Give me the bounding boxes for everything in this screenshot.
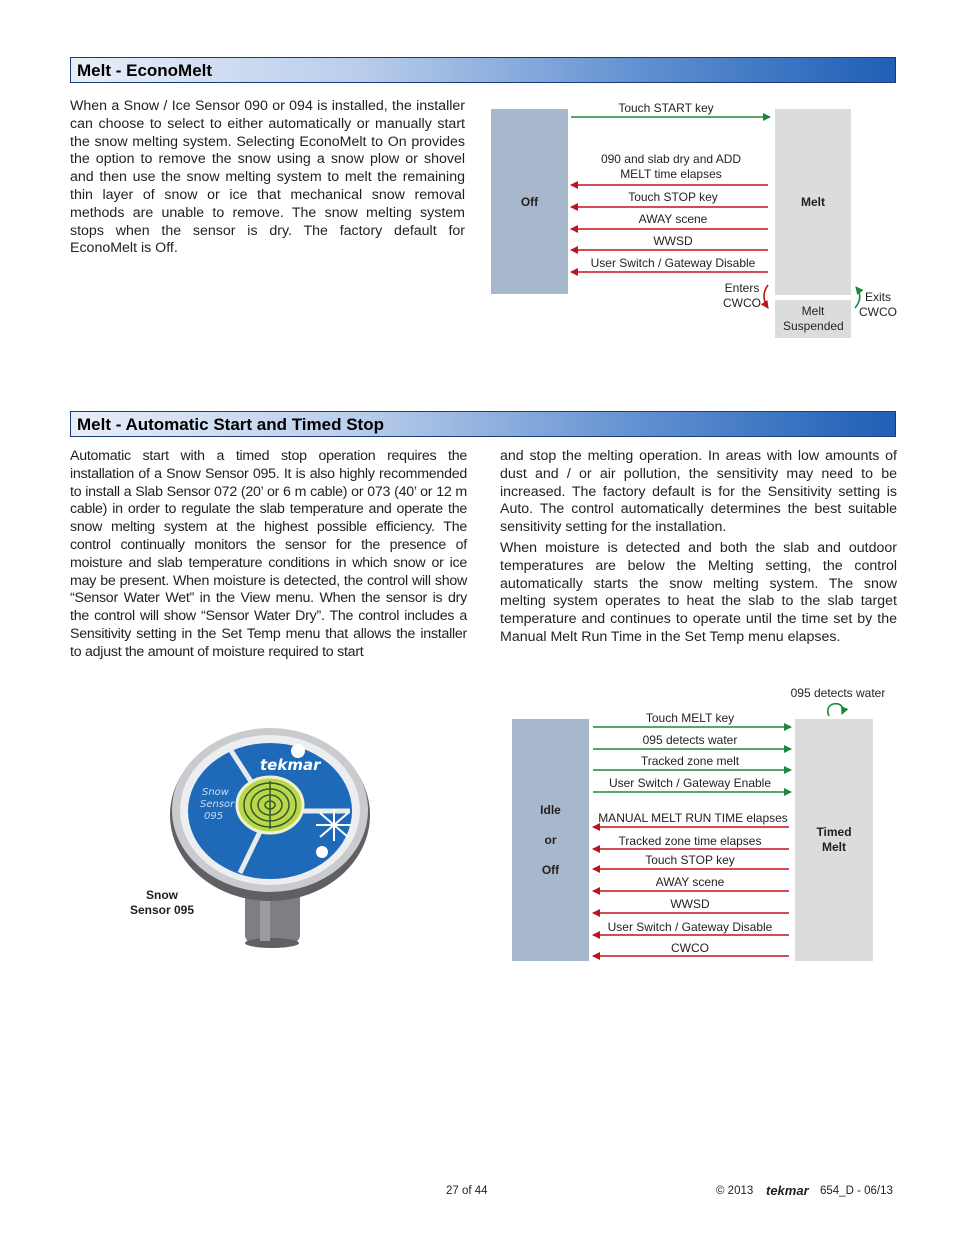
state-melt-label: Melt: [801, 195, 825, 209]
sensor-face-line: Snow: [202, 787, 229, 798]
footer-brand-logo: tekmar: [766, 1183, 809, 1198]
label-exits-cwco: Exits CWCO: [859, 290, 897, 319]
state-or-label: or: [544, 833, 557, 847]
label-away-scene-2: AWAY scene: [655, 875, 725, 889]
sensor-brand: tekmar: [260, 756, 321, 774]
sensor-face-line: Sensor: [200, 799, 235, 810]
label-manual-melt-run-time: MANUAL MELT RUN TIME elapses: [598, 811, 788, 825]
label-cwco: CWCO: [671, 941, 709, 955]
label-tracked-zone-melt: Tracked zone melt: [640, 754, 740, 768]
label-wwsd: WWSD: [653, 234, 693, 248]
label-095-detects: 095 detects water: [642, 733, 738, 747]
label-touch-melt: Touch MELT key: [645, 711, 735, 725]
label-away-scene: AWAY scene: [638, 212, 708, 226]
label-touch-start: Touch START key: [618, 101, 714, 115]
state-off-label: Off: [541, 863, 560, 877]
label-user-switch-disable-2: User Switch / Gateway Disable: [607, 920, 773, 934]
page-number: 27 of 44: [446, 1185, 488, 1197]
section-title: Melt - EconoMelt: [77, 61, 213, 80]
label-user-switch-enable: User Switch / Gateway Enable: [608, 776, 772, 790]
state-idle-label: Idle: [540, 803, 561, 817]
section-title: Melt - Automatic Start and Timed Stop: [77, 415, 384, 434]
label-touch-stop-2: Touch STOP key: [645, 853, 735, 867]
footer-copyright: © 2013: [716, 1185, 754, 1197]
footer-doc-code: 654_D - 06/13: [820, 1185, 893, 1197]
auto-start-paragraph-col1: Automatic start with a timed stop operation requires the installation of a Snow Sensor 095. It is also highly recommended to install a Slab Sensor 072 (20’ or 6 m cable) or 073 (40’ or 12 m cable) in order to regulate the slab temperature and operate the snow melting system at the highest possible efficiency. The control continually monitors the sensor for the presence of moisture and slab temperature conditions in which snow or ice may be present. When moisture is detected, the control will show “Sensor Water Wet” in the View menu. When the sensor is dry the control will show “Sensor Water Dry”. The control includes a Sensitivity setting in the Set Temp menu that allows the installer to adjust the amount of moisture required to start: [70, 448, 467, 660]
state-off-label: Off: [520, 194, 539, 209]
state-timed-melt-label: Timed Melt: [816, 825, 852, 854]
label-touch-stop: Touch STOP key: [628, 190, 718, 204]
loop-arrow: [828, 704, 843, 716]
label-enters-cwco: Enters CWCO: [723, 281, 761, 310]
label-user-switch-disable: User Switch / Gateway Disable: [590, 256, 756, 270]
label-wwsd-2: WWSD: [670, 897, 710, 911]
economelt-paragraph: When a Snow / Ice Sensor 090 or 094 is installed, the installer can choose to select to either automatically or manually start the snow melting system. Selecting EconoMelt to On provides the option to remove the snow using a snow plow or shovel and then use the snow melting system to melt the remaining thin layer of snow or ice that mechanical snow removal methods are unable to remove. The snow melting system stops when the sensor is dry. The factory default for EconoMelt is Off.: [70, 98, 465, 257]
sensor-caption: Snow Sensor 095: [129, 888, 195, 917]
label-loop-095: 095 detects water: [790, 686, 886, 700]
label-slab-dry: 090 and slab dry and ADD MELT time elapses: [600, 152, 742, 181]
state-melt-suspended-label: Melt Suspended: [783, 304, 844, 333]
auto-start-paragraph-col2b: When moisture is detected and both the slab and outdoor temperatures are below the Melting setting, the control automatically starts the snow melting system. The snow melting system operates to heat the slab to the slab target temperature and continues to operate until the time set by the Manual Melt Run Time in the Set Temp menu elapses.: [500, 540, 897, 645]
label-tracked-zone-elapses: Tracked zone time elapses: [618, 834, 762, 848]
sensor-face-line: 095: [204, 811, 224, 822]
auto-start-paragraph-col2a: and stop the melting operation. In areas with low amounts of dust and / or air pollution, the sensitivity may need to be increased. The factory default is for the Sensitivity setting is Auto. The control automatically determines the best suitable sensitivity setting for the installation.: [500, 448, 897, 536]
